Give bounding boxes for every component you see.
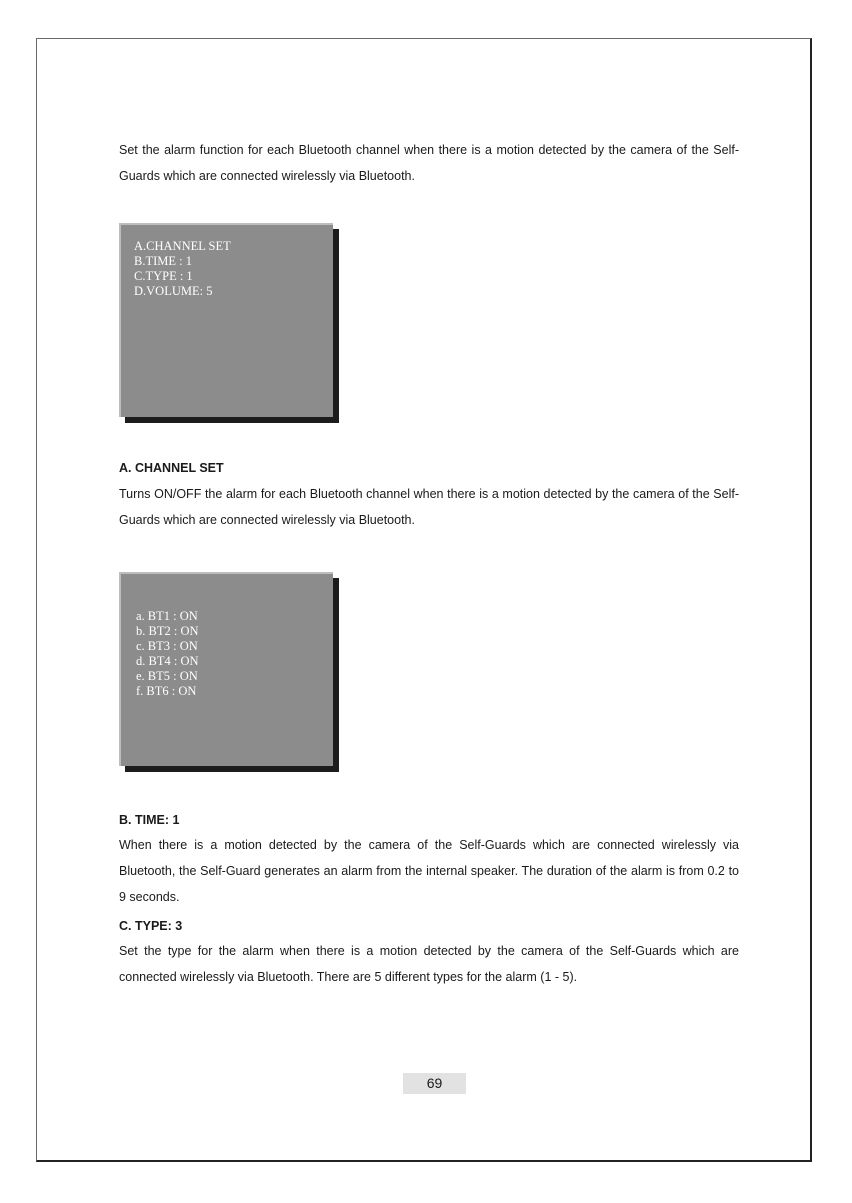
channel-bt5: e. BT5 : ON	[136, 669, 198, 683]
time-paragraph: When there is a motion detected by the camera of the Self-Guards which are connected wirelessly via Bluetooth, the Self-Guard generates an alarm from the internal speaker. The duration of the alarm is from 0.2 to 9 seconds.	[119, 838, 739, 904]
alarm-menu-screen	[119, 223, 339, 423]
channel-set-paragraph: Turns ON/OFF the alarm for each Bluetooth channel when there is a motion detected by the camera of the Self-Guards which are connected wirelessly via Bluetooth.	[119, 487, 739, 527]
channel-bt6: f. BT6 : ON	[136, 684, 197, 698]
menu-item-channel-set: A.CHANNEL SET	[134, 239, 231, 253]
menu-item-time: B.TIME : 1	[134, 254, 192, 268]
page-number: 69	[403, 1073, 466, 1094]
channel-set-heading: A. CHANNEL SET	[119, 461, 224, 475]
channel-bt2: b. BT2 : ON	[136, 624, 199, 638]
screen-panel	[119, 572, 333, 766]
channel-bt3: c. BT3 : ON	[136, 639, 198, 653]
menu-item-type: C.TYPE : 1	[134, 269, 193, 283]
menu-item-volume: D.VOLUME: 5	[134, 284, 213, 298]
time-heading: B. TIME: 1	[119, 813, 180, 827]
type-paragraph: Set the type for the alarm when there is a motion detected by the camera of the Self-Guards which are connected wirelessly via Bluetooth. There are 5 different types for the alarm (1 - 5).	[119, 944, 739, 984]
channel-set-screen	[119, 572, 339, 772]
channel-bt4: d. BT4 : ON	[136, 654, 199, 668]
screen-panel	[119, 223, 333, 417]
type-heading: C. TYPE: 3	[119, 919, 183, 933]
intro-paragraph: Set the alarm function for each Bluetooth channel when there is a motion detected by the camera of the Self-Guards which are connected wirelessly via Bluetooth.	[119, 143, 739, 183]
channel-bt1: a. BT1 : ON	[136, 609, 198, 623]
